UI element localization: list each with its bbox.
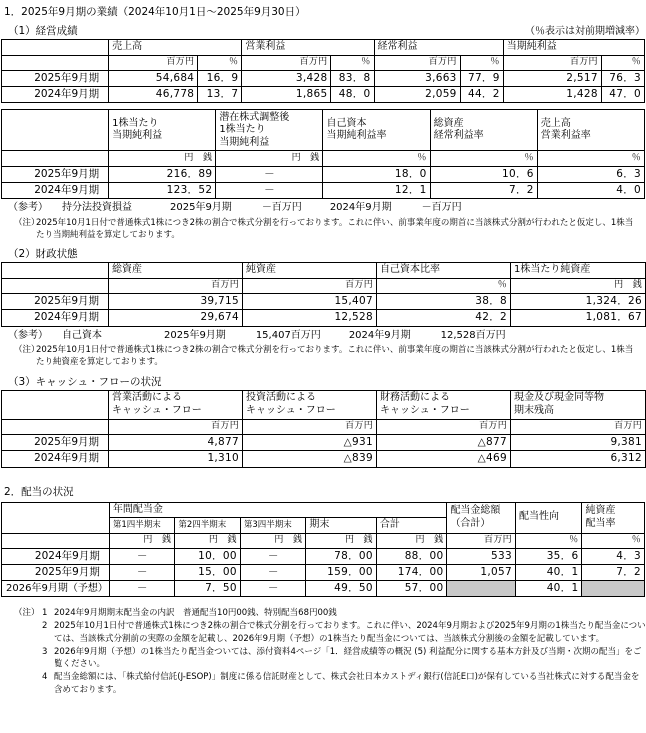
cash-flow-table <box>1 390 646 468</box>
cell-roe-fy2024: 12．1 <box>323 183 430 199</box>
reference-period-1: 2025年9月期 <box>164 329 226 341</box>
header-line: （合計） <box>450 517 491 529</box>
column-header-total-assets: 総資産 <box>109 263 243 279</box>
header-line: 1株当たり <box>219 124 266 136</box>
table-header-row <box>2 390 646 419</box>
cell-total-fy2025: 174．00 <box>376 565 447 581</box>
cell-operating-cf-fy2024: 1,310 <box>109 451 243 467</box>
row-label-fy2024: 2024年9月期 <box>2 451 109 467</box>
corner-cell <box>2 263 109 279</box>
column-header-financing-cf <box>377 390 511 419</box>
cell-q3-fy2024: － <box>240 549 306 565</box>
row-label-fy2025: 2025年9月期 <box>2 565 110 581</box>
equity-method-reference <box>0 202 646 214</box>
row-label-fy2026-forecast: 2026年9月期（予想） <box>2 581 110 597</box>
column-header-net-asset-dividend-ratio <box>582 502 645 533</box>
unit-eps: 円 銭 <box>109 151 216 167</box>
unit-row-label <box>2 55 109 71</box>
cell-operating-income-pct-fy2024: 48．0 <box>331 87 374 103</box>
cell-net-income-pct-fy2024: 47．0 <box>601 87 644 103</box>
unit-financing-cf: 百万円 <box>377 419 511 435</box>
reference-label: 持分法投資損益 <box>62 202 132 214</box>
cell-q3-fy2025: － <box>240 565 306 581</box>
note-tag: （注） <box>14 217 40 228</box>
cell-total-amount-fy2024: 533 <box>447 549 516 565</box>
footnote-tag-spacer <box>14 671 42 684</box>
cell-year-end-fy2024: 78．00 <box>306 549 377 565</box>
footnote-text: 配当金総額には、「株式給付信託(J-ESOP)」制度に係る信託財産として、株式会社日本カストディ銀行(信託E口)が保有している当社株式に対する配当金を含めております。 <box>54 672 640 695</box>
column-header-operating-margin <box>537 110 644 151</box>
header-line: 当期純利益 <box>219 136 270 148</box>
corner-cell <box>2 390 109 419</box>
reference-value-2: 12,528百万円 <box>440 329 506 341</box>
unit-operating-income-amount: 百万円 <box>242 55 331 71</box>
row-label-fy2025: 2025年9月期 <box>2 166 109 182</box>
unit-payout-ratio: ％ <box>515 533 582 549</box>
table-row <box>2 71 645 87</box>
cell-q1-fy2026: － <box>109 581 175 597</box>
cell-total-fy2026: 57．00 <box>376 581 447 597</box>
footnote-text: 2026年9月期（予想）の1株当たり配当金ついては、添付資料4ページ「1．経営成績等の概況 (5) 利益配分に関する基本方針及び当期・次期の配当」をご覧ください。 <box>54 646 642 670</box>
column-header-total: 合計 <box>376 518 447 534</box>
header-line: 当期純利益率 <box>326 130 387 142</box>
table-row <box>2 565 645 581</box>
unit-bps: 円 銭 <box>511 278 646 294</box>
footnote-number: 3 <box>42 646 48 657</box>
dividends-footnotes <box>0 607 646 696</box>
note-text: 2025年10月1日付で普通株式1株につき2株の割合で株式分割を行っております。これに伴い、前事業年度の期首に当該株式分割が行われたと仮定し、1株当たり純資産を算定しております。 <box>36 345 634 368</box>
column-header-cash-equivalents <box>511 390 646 419</box>
cell-payout-ratio-fy2025: 40．1 <box>515 565 582 581</box>
footnote-number: 1 <box>42 608 48 619</box>
column-header-operating-cf <box>109 390 243 419</box>
cash-flow-heading: （3）キャッシュ・フローの状況 <box>8 375 162 388</box>
row-label-fy2025: 2025年9月期 <box>2 435 109 451</box>
cell-net-sales-fy2024: 46,778 <box>109 87 198 103</box>
unit-q3: 円 銭 <box>240 533 306 549</box>
cell-payout-ratio-fy2026: 40．1 <box>515 581 582 597</box>
cell-net-income-fy2025: 2,517 <box>503 71 601 87</box>
cell-ordinary-income-pct-fy2024: 44．2 <box>460 87 503 103</box>
cell-net-asset-ratio-fy2026 <box>582 581 645 597</box>
unit-operating-income-pct: ％ <box>331 55 374 71</box>
footnote-tag-spacer <box>14 646 42 659</box>
footnote-text: 2024年9月期期末配当金の内訳 普通配当10円00銭、特別配当68円00銭 <box>54 608 337 619</box>
table-row-forecast <box>2 581 645 597</box>
header-line: 配当率 <box>585 517 616 529</box>
unit-ordinary-income-amount: 百万円 <box>374 55 460 71</box>
reference-tag: （参考） <box>8 202 48 214</box>
header-line: 自己資本 <box>326 117 367 129</box>
unit-net-sales-pct: ％ <box>198 55 242 71</box>
cell-net-sales-fy2025: 54,684 <box>109 71 198 87</box>
column-header-diluted-eps <box>216 110 323 151</box>
header-line: 営業活動による <box>112 392 182 404</box>
header-line: 配当金総額 <box>450 505 501 517</box>
cell-roa-fy2024: 7．2 <box>430 183 537 199</box>
column-header-net-income: 当期純利益 <box>503 40 644 56</box>
cell-net-assets-fy2024: 12,528 <box>243 310 377 326</box>
corner-cell <box>2 110 109 151</box>
header-line: 現金及び現金同等物 <box>514 392 604 404</box>
cell-total-assets-fy2024: 29,674 <box>109 310 243 326</box>
row-label-fy2024: 2024年9月期 <box>2 183 109 199</box>
table-row <box>2 310 646 326</box>
unit-year-end: 円 銭 <box>306 533 377 549</box>
column-header-total-dividend-amount <box>447 502 516 533</box>
dividends-table <box>1 502 645 598</box>
cell-equity-ratio-fy2025: 38．8 <box>377 294 511 310</box>
per-share-metrics-table <box>1 109 645 199</box>
unit-net-income-amount: 百万円 <box>503 55 601 71</box>
header-line: 当期純利益 <box>112 130 163 142</box>
unit-ordinary-income-pct: ％ <box>460 55 503 71</box>
unit-roa: ％ <box>430 151 537 167</box>
unit-diluted-eps: 円 銭 <box>216 151 323 167</box>
cell-q2-fy2024: 10．00 <box>175 549 241 565</box>
column-header-equity-ratio: 自己資本比率 <box>377 263 511 279</box>
financial-position-note <box>0 344 646 369</box>
column-header-q1-end: 第1四半期末 <box>109 518 175 534</box>
row-label-fy2024: 2024年9月期 <box>2 87 109 103</box>
column-header-q2-end: 第2四半期末 <box>175 518 241 534</box>
column-header-payout-ratio: 配当性向 <box>515 502 582 533</box>
header-line: キャッシュ・フロー <box>246 404 336 416</box>
unit-row-label <box>2 278 109 294</box>
cell-net-sales-pct-fy2024: 13．7 <box>198 87 242 103</box>
table-header-row <box>2 110 645 151</box>
row-label-fy2024: 2024年9月期 <box>2 549 110 565</box>
column-header-q3-end: 第3四半期末 <box>240 518 306 534</box>
cell-cash-equivalents-fy2024: 6,312 <box>511 451 646 467</box>
cell-q2-fy2025: 15．00 <box>175 565 241 581</box>
unit-total: 円 銭 <box>376 533 447 549</box>
footnote-item-1 <box>14 607 646 620</box>
cell-ordinary-income-fy2025: 3,663 <box>374 71 460 87</box>
reference-tag: （参考） <box>8 329 48 341</box>
cell-net-income-fy2024: 1,428 <box>503 87 601 103</box>
unit-row-label <box>2 533 110 549</box>
cell-bps-fy2025: 1,324．26 <box>511 294 646 310</box>
footnote-number: 4 <box>42 672 48 683</box>
cell-net-income-pct-fy2025: 76．3 <box>601 71 644 87</box>
cell-total-amount-fy2025: 1,057 <box>447 565 516 581</box>
cell-diluted-eps-fy2025: － <box>216 166 323 182</box>
cell-ordinary-income-pct-fy2025: 77．9 <box>460 71 503 87</box>
note-tag: （注） <box>14 345 40 356</box>
table-row <box>2 294 646 310</box>
column-header-eps <box>109 110 216 151</box>
column-header-bps: 1株当たり純資産 <box>511 263 646 279</box>
column-header-investing-cf <box>243 390 377 419</box>
unit-row <box>2 151 645 167</box>
reference-label: 自己資本 <box>62 329 102 341</box>
column-header-annual-dividend: 年間配当金 <box>109 502 447 518</box>
cell-financing-cf-fy2025: △877 <box>377 435 511 451</box>
section-2-title: 2．配当の状況 <box>4 485 74 498</box>
cell-total-fy2024: 88．00 <box>376 549 447 565</box>
column-header-year-end: 期末 <box>306 518 377 534</box>
cell-eps-fy2024: 123．52 <box>109 183 216 199</box>
header-line: 純資産 <box>585 505 616 517</box>
cell-net-asset-ratio-fy2024: 4．3 <box>582 549 645 565</box>
operating-results-note: （％表示は対前期増減率） <box>525 25 645 37</box>
unit-operating-margin: ％ <box>537 151 644 167</box>
header-line: キャッシュ・フロー <box>380 404 470 416</box>
shareholders-equity-reference <box>0 330 646 342</box>
cell-bps-fy2024: 1,081．67 <box>511 310 646 326</box>
unit-operating-cf: 百万円 <box>109 419 243 435</box>
cell-total-amount-fy2026 <box>447 581 516 597</box>
corner-cell <box>2 502 110 533</box>
unit-q2: 円 銭 <box>175 533 241 549</box>
footnote-tag-spacer <box>14 620 42 633</box>
column-header-ordinary-income: 経常利益 <box>374 40 503 56</box>
unit-q1: 円 銭 <box>109 533 175 549</box>
unit-row-label <box>2 419 109 435</box>
unit-net-sales-amount: 百万円 <box>109 55 198 71</box>
header-line: 期末残高 <box>514 404 554 416</box>
unit-row <box>2 278 646 294</box>
operating-results-table <box>1 39 645 103</box>
cell-year-end-fy2025: 159．00 <box>306 565 377 581</box>
operating-results-heading: （1）経営成績 <box>8 25 78 38</box>
header-line: 総資産 <box>433 117 464 129</box>
unit-row <box>2 533 645 549</box>
column-header-net-sales: 売上高 <box>109 40 242 56</box>
table-header-row <box>2 502 645 518</box>
unit-total-assets: 百万円 <box>109 278 243 294</box>
row-label-fy2025: 2025年9月期 <box>2 71 109 87</box>
cell-ordinary-income-fy2024: 2,059 <box>374 87 460 103</box>
reference-value-1: 15,407百万円 <box>255 329 321 341</box>
column-header-operating-income: 営業利益 <box>242 40 374 56</box>
corner-cell <box>2 40 109 56</box>
reference-period-2: 2024年9月期 <box>348 329 411 341</box>
unit-roe: ％ <box>323 151 430 167</box>
table-row <box>2 435 646 451</box>
reference-value-1: －百万円 <box>261 202 302 214</box>
cell-payout-ratio-fy2024: 35．6 <box>515 549 582 565</box>
header-line: キャッシュ・フロー <box>112 404 202 416</box>
note-text: 2025年10月1日付で普通株式1株につき2株の割合で株式分割を行っております。これに伴い、前事業年度の期首に当該株式分割が行われたと仮定し、1株当たり当期純利益を算定しております。 <box>36 217 634 240</box>
cell-q1-fy2025: － <box>109 565 175 581</box>
cell-q2-fy2026: 7．50 <box>175 581 241 597</box>
table-header-row <box>2 263 646 279</box>
cell-operating-income-fy2025: 3,428 <box>242 71 331 87</box>
cell-financing-cf-fy2024: △469 <box>377 451 511 467</box>
cell-q1-fy2024: － <box>109 549 175 565</box>
footnote-item-3 <box>14 646 646 672</box>
cell-operating-cf-fy2025: 4,877 <box>109 435 243 451</box>
footnote-item-4 <box>14 671 646 697</box>
cell-year-end-fy2026: 49．50 <box>306 581 377 597</box>
unit-equity-ratio: ％ <box>377 278 511 294</box>
footnote-item-2 <box>14 620 646 646</box>
cell-investing-cf-fy2024: △839 <box>243 451 377 467</box>
cell-operating-margin-fy2024: 4．0 <box>537 183 644 199</box>
reference-value-2: －百万円 <box>421 202 462 214</box>
cell-q3-fy2026: － <box>240 581 306 597</box>
unit-row-label <box>2 151 109 167</box>
cell-operating-income-fy2024: 1,865 <box>242 87 331 103</box>
cell-roa-fy2025: 10．6 <box>430 166 537 182</box>
cell-cash-equivalents-fy2025: 9,381 <box>511 435 646 451</box>
column-header-roa <box>430 110 537 151</box>
header-line: 売上高 <box>540 117 571 129</box>
unit-row <box>2 55 645 71</box>
reference-period-2: 2024年9月期 <box>329 202 392 214</box>
column-header-roe <box>323 110 430 151</box>
header-line: 財務活動による <box>380 392 450 404</box>
footnotes-tag: （注） <box>14 608 40 619</box>
cell-equity-ratio-fy2024: 42．2 <box>377 310 511 326</box>
table-row <box>2 451 646 467</box>
unit-net-income-pct: ％ <box>601 55 644 71</box>
header-line: 潜在株式調整後 <box>219 111 290 123</box>
per-share-note <box>0 217 646 242</box>
unit-row <box>2 419 646 435</box>
cell-net-asset-ratio-fy2025: 7．2 <box>582 565 645 581</box>
section-1-title: 1．2025年9月期の業績（2024年10月1日～2025年9月30日） <box>4 6 306 18</box>
cell-diluted-eps-fy2024: － <box>216 183 323 199</box>
unit-investing-cf: 百万円 <box>243 419 377 435</box>
header-line: 投資活動による <box>246 392 316 404</box>
unit-net-asset-ratio: ％ <box>582 533 645 549</box>
cell-operating-margin-fy2025: 6．3 <box>537 166 644 182</box>
cell-net-sales-pct-fy2025: 16．9 <box>198 71 242 87</box>
financial-position-table <box>1 262 646 326</box>
column-header-net-assets: 純資産 <box>243 263 377 279</box>
cell-net-assets-fy2025: 15,407 <box>243 294 377 310</box>
header-line: 経常利益率 <box>433 130 484 142</box>
table-header-row <box>2 40 645 56</box>
unit-cash-equivalents: 百万円 <box>511 419 646 435</box>
cell-total-assets-fy2025: 39,715 <box>109 294 243 310</box>
reference-period-1: 2025年9月期 <box>170 202 232 214</box>
operating-results-header-row <box>0 25 646 37</box>
table-row <box>2 183 645 199</box>
row-label-fy2025: 2025年9月期 <box>2 294 109 310</box>
cell-operating-income-pct-fy2025: 83．8 <box>331 71 374 87</box>
footnote-number: 2 <box>42 621 48 632</box>
cell-investing-cf-fy2025: △931 <box>243 435 377 451</box>
header-line: 営業利益率 <box>540 130 591 142</box>
cell-roe-fy2025: 18．0 <box>323 166 430 182</box>
table-row <box>2 166 645 182</box>
header-line: 1株当たり <box>112 117 159 129</box>
unit-net-assets: 百万円 <box>243 278 377 294</box>
table-row <box>2 549 645 565</box>
table-row <box>2 87 645 103</box>
earnings-report-page <box>0 6 646 733</box>
row-label-fy2024: 2024年9月期 <box>2 310 109 326</box>
footnote-text: 2025年10月1日付で普通株式1株につき2株の割合で株式分割を行っております。これに伴い、2024年9月期および2025年9月期の1株当たり配当金については、当該株式分割前の実際の金額を記載し、2026年9月期（予想）の1株当たり配当金については、当該株式分割後の金額を記載しています。 <box>54 621 646 644</box>
unit-total-amount: 百万円 <box>447 533 516 549</box>
cell-eps-fy2025: 216．89 <box>109 166 216 182</box>
financial-position-heading: （2）財政状態 <box>8 248 78 261</box>
